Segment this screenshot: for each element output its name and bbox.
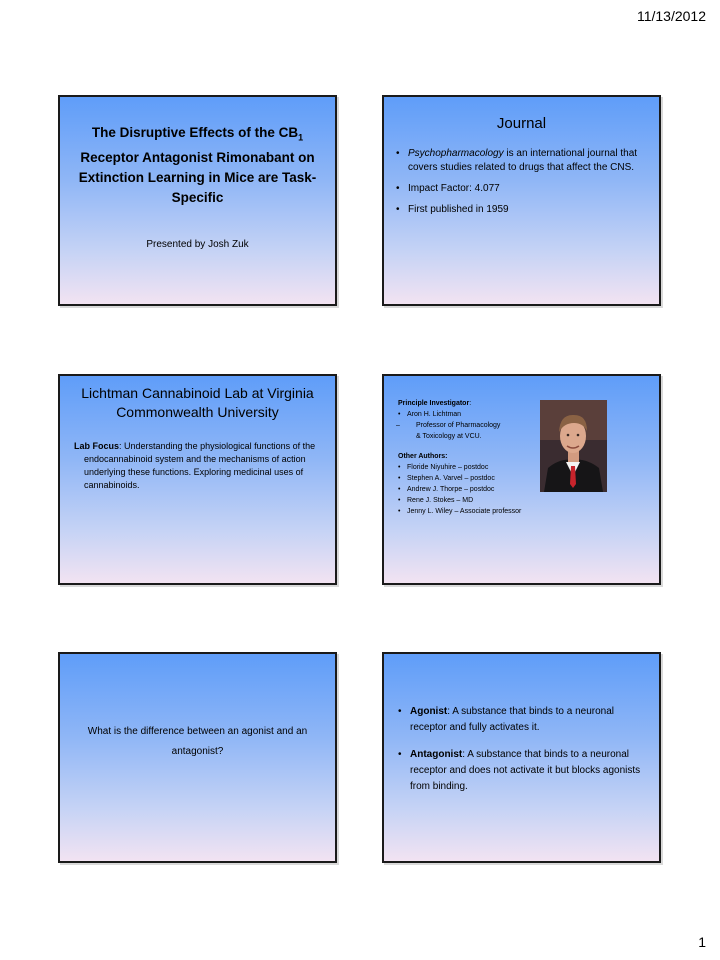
author-item: • Jenny L. Wiley – Associate professor <box>398 506 548 517</box>
lab-title: Lichtman Cannabinoid Lab at Virginia Commonwealth University <box>81 385 314 420</box>
slide-question <box>58 652 337 863</box>
impact-factor: Impact Factor: 4.077 <box>408 183 500 194</box>
author-list <box>398 398 548 517</box>
pi-role-line1: Professor of Pharmacology <box>416 422 501 429</box>
author-item: • Andrew J. Thorpe – postdoc <box>398 484 548 495</box>
journal-bullet <box>396 203 645 217</box>
lab-focus-text: : Understanding the physiological functions of the endocannabinoid system and the mechanisms of action underlying these functions. Exploring medicinal uses of cannabinoids. <box>84 441 316 490</box>
journal-bullet <box>396 182 645 196</box>
agonist-definition <box>398 704 647 736</box>
lab-focus <box>74 440 323 492</box>
title-part2: Receptor Antagonist Rimonabant on Extinction Learning in Mice are Task-Specific <box>78 149 317 205</box>
first-published: First published in 1959 <box>408 204 509 215</box>
agonist-label: Agonist <box>410 706 448 717</box>
title-part1: The Disruptive Effects of the CB <box>91 125 299 140</box>
antagonist-label: Antagonist <box>410 749 463 760</box>
other-authors-list <box>398 462 548 517</box>
pi-role: – Professor of Pharmacology <box>396 422 501 429</box>
author-item: • Stephen A. Varvel – postdoc <box>398 473 548 484</box>
slide-journal <box>382 95 661 306</box>
pi-name: • Aron H. Lichtman <box>398 409 548 420</box>
slide-title <box>58 95 337 306</box>
pi-list <box>398 409 548 420</box>
journal-desc: is an international journal that covers studies related to drugs that affect the CNS. <box>408 148 638 173</box>
question-text: What is the difference between an agonist and an antagonist? <box>87 726 308 757</box>
lab-focus-label: Lab Focus <box>74 441 120 451</box>
slide-title-heading <box>70 123 325 208</box>
journal-bullet <box>396 147 645 175</box>
header-date: 11/13/2012 <box>636 8 706 24</box>
journal-bullets <box>396 147 645 224</box>
other-authors-label: Other Authors: <box>398 453 448 460</box>
author-item: • Floride Niyuhire – postdoc <box>398 462 548 473</box>
author-item: • Rene J. Stokes – MD <box>398 495 548 506</box>
page-number: 1 <box>698 934 706 950</box>
agonist-text: : A substance that binds to a neuronal receptor and fully activates it. <box>410 706 615 733</box>
presenter-line: Presented by Josh Zuk <box>146 239 249 250</box>
slide-definitions <box>382 652 661 863</box>
antagonist-definition <box>398 747 647 795</box>
definition-list <box>398 704 647 806</box>
journal-title: Journal <box>496 115 547 132</box>
pi-label: Principle Investigator <box>398 400 470 407</box>
investigator-photo <box>540 400 607 492</box>
antagonist-text: : A substance that binds to a neuronal receptor and does not activate it but blocks agonists from binding. <box>410 749 641 792</box>
slide-authors <box>382 374 661 585</box>
portrait-image <box>540 400 607 492</box>
title-subscript: 1 <box>298 132 304 143</box>
journal-name: Psychopharmacology <box>408 148 504 159</box>
slide-lab <box>58 374 337 585</box>
pi-role-cont: & Toxicology at VCU. <box>416 433 482 440</box>
pi-colon: : <box>469 400 472 407</box>
